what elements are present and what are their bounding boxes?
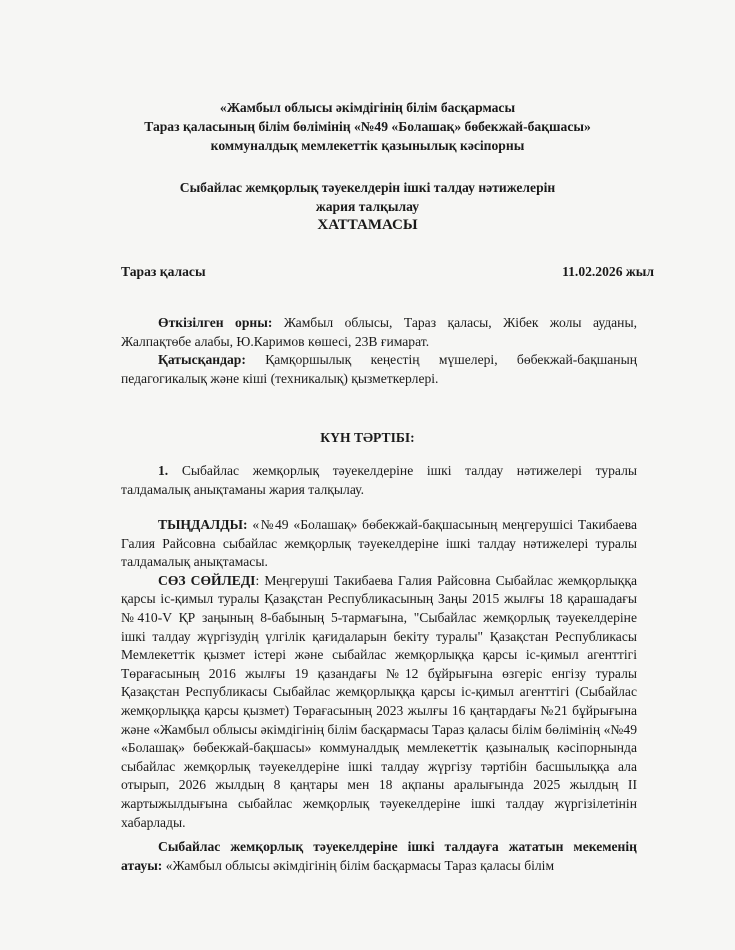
institution-paragraph xyxy=(121,838,637,875)
spoke-text: : Меңгеруші Такибаева Галия Райсовна Сыбайлас жемқорлыққа қарсы іс-қимыл туралы Қазақстан Республикасының Заңы 2015 жылғы 18 қарашадағы №410-V ҚР заңының 8-бабының 5-тармағына, "Сыбайлас жемқорлық тәуекелдеріне ішкі талдау жүргізудің үлгілік қағидаларын бекіту туралы" Қазақстан Республикасы Мемлекеттік қызмет істері және сыбайлас жемқорлыққа қарсы іс-қимыл агенттігі Төрағасының 2016 жылғы 19 қазандағы №12 бұйрығына өзгеріс енгізу туралы Қазақстан Республикасы Сыбайлас жемқорлыққа қарсы іс-қимыл агенттігі (Сыбайлас жемқорлыққа қарсы қызмет) Төрағасының 2023 жылғы 16 қаңтардағы №21 бұйрығына және «Жамбыл облысы әкімдігінің білім басқармасы Тараз қаласы білім бөлімінің «№49 «Болашақ» бөбекжай-бақшасы» коммуналдық мемлекеттік қазыналық кәсіпорнында сыбайлас жемқорлық тәуекелдеріне ішкі талдау жүргізу тәртібін басшылыққа ала отырып, 2026 жылдың 8 қаңтары мен 18 ақпаны аралығында 2025 жылдың II жартыжылдығына сыбайлас жемқорлық тәуекелдеріне ішкі талдау жүргізілетінін хабарлады. xyxy=(121,572,637,830)
document-title xyxy=(0,178,735,235)
heard-label: ТЫҢДАЛДЫ: xyxy=(158,517,248,532)
agenda-list xyxy=(121,462,637,499)
city: Тараз қаласы xyxy=(121,264,206,279)
institution-label: Сыбайлас жемқорлық тәуекелдеріне ішкі талдауға жататын мекеменің атауы: xyxy=(121,839,637,873)
agenda-item-number: 1. xyxy=(158,463,169,478)
agenda-item xyxy=(121,462,637,499)
org-header-line-1: «Жамбыл облысы әкімдігінің білім басқармасы xyxy=(219,100,516,115)
title-line-1: Сыбайлас жемқорлық тәуекелдерін ішкі талдау нәтижелерін xyxy=(179,180,556,195)
spoke-label: СӨЗ СӨЙЛЕДІ xyxy=(158,572,256,588)
participants-label: Қатысқандар: xyxy=(158,352,246,368)
org-header xyxy=(0,98,735,155)
agenda-item-text: Сыбайлас жемқорлық тәуекелдеріне ішкі талдау нәтижелері туралы талдамалық анықтаманы жария талқылау. xyxy=(121,463,637,497)
main-content xyxy=(121,516,637,875)
org-header-line-3: коммуналдық мемлекеттік қазынылық кәсіпорны xyxy=(210,138,525,153)
title-line-2: жария талқылау xyxy=(315,199,420,214)
participants-text: Қамқоршылық кеңестің мүшелері, бөбекжай-бақшаның педагогикалық және кіші (техникалық) қызметкерлері. xyxy=(121,352,637,386)
heard-paragraph xyxy=(121,516,637,572)
venue-label: Өткізілген орны: xyxy=(158,315,273,330)
agenda-heading: КҮН ТӘРТІБІ: xyxy=(320,430,415,445)
org-header-line-2: Тараз қаласының білім бөлімінің «№49 «Болашақ» бөбекжай-бақшасы» xyxy=(144,119,591,134)
heard-text: «№49 «Болашақ» бөбекжай-бақшасының меңгерушісі Такибаева Галия Райсовна сыбайлас жемқорлық тәуекелдеріне ішкі талдау нәтижелері туралы талдамалық анықтамасы. xyxy=(121,517,637,570)
document-date: 11.02.2026 жыл xyxy=(562,264,654,279)
institution-text: «Жамбыл облысы әкімдігінің білім басқармасы Тараз қаласы білім xyxy=(162,857,555,873)
title-line-3: ХАТТАМАСЫ xyxy=(317,217,418,233)
participants-paragraph xyxy=(121,351,637,388)
venue-text: Жамбыл облысы, Тараз қаласы, Жібек жолы ауданы, Жалпақтөбе алабы, Ю.Каримов көшесі, 23В ғимарат. xyxy=(121,315,637,349)
venue-paragraph xyxy=(121,314,637,351)
spoke-paragraph xyxy=(121,572,637,832)
venue-participants xyxy=(121,314,637,388)
